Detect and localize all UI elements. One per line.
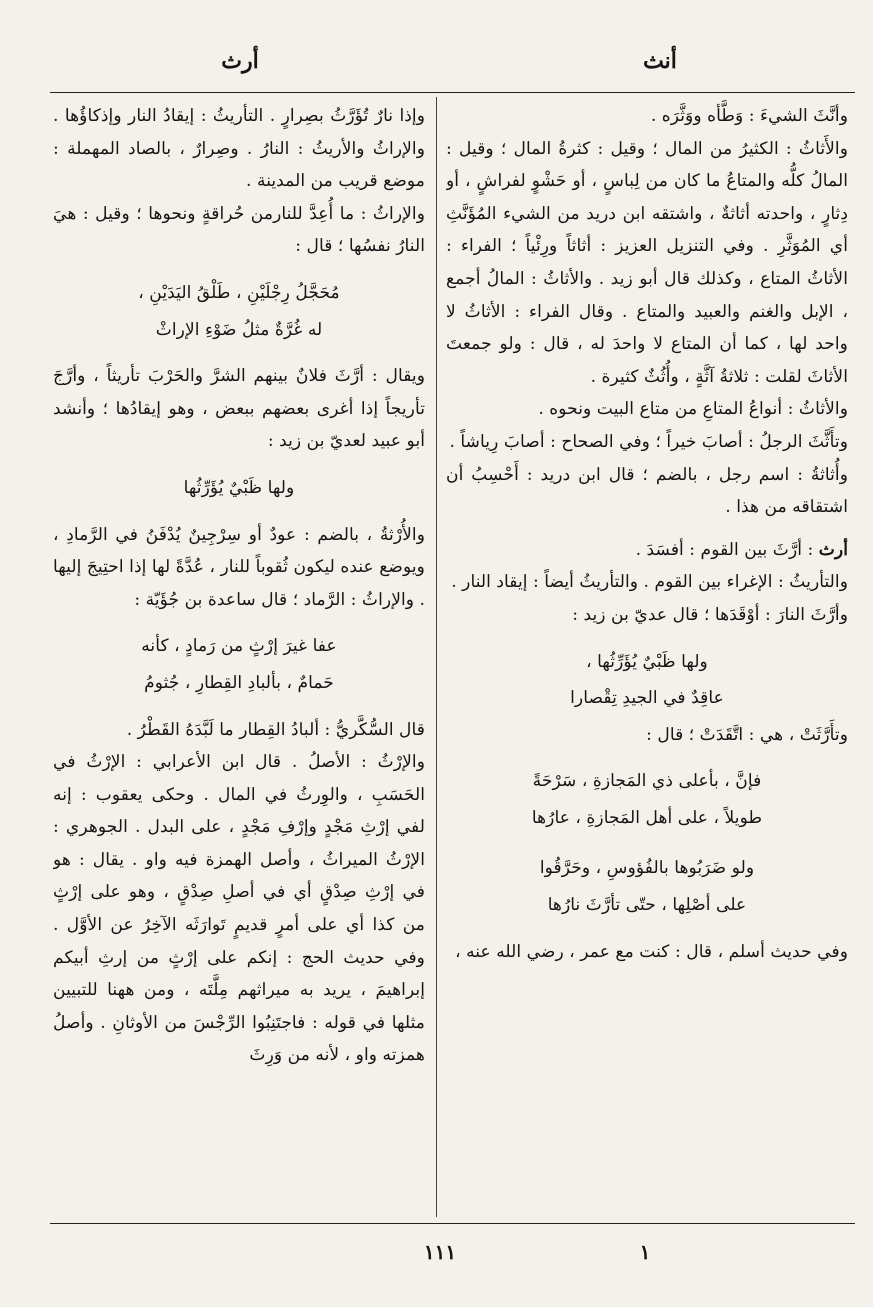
- paragraph: [53, 714, 425, 747]
- verse-line: [446, 889, 848, 922]
- verse-line: [446, 765, 848, 798]
- paragraph-text: : أرَّثَ بين القوم : أفسَدَ .: [635, 539, 819, 560]
- top-rule: [50, 92, 855, 93]
- verse-line: [446, 852, 848, 885]
- verse-line: [53, 630, 425, 663]
- paragraph-text: ولها ظَبْيٌ يُؤَرِّثُها: [183, 477, 295, 498]
- left-column: [53, 100, 425, 1212]
- spacer: [446, 632, 848, 642]
- spacer: [53, 509, 425, 519]
- paragraph: [446, 599, 848, 632]
- verse-line: [446, 646, 848, 679]
- paragraph: [53, 746, 425, 1072]
- spacer: [446, 524, 848, 534]
- paragraph-text: حَمامٌ ، بألبادِ القِطارِ ، جُثومُ: [144, 672, 334, 693]
- paragraph: [446, 719, 848, 752]
- verse-line: [53, 277, 425, 310]
- paragraph-text: وتأَرَّثَتْ ، هي : اتَّقَدَتْ ؛ قال :: [646, 724, 848, 745]
- bottom-rule: [50, 1223, 855, 1224]
- verse-line: [53, 472, 425, 505]
- paragraph: [446, 133, 848, 394]
- header-root-right: أنث: [643, 48, 677, 74]
- header-root-left: أرث: [221, 48, 259, 74]
- paragraph-text: والأُرْثةُ ، بالضم : عودٌ أو سِرْجِينٌ يُدْفَنُ في الرَّمادِ ، ويوضع عنده ليكون ثُقوباً للنار ، عُدَّةً لها إذا احتِيجَ إليها . والإراثُ : الرَّماد ؛ قال ساعدة بن جُؤَيّة :: [53, 524, 425, 610]
- paragraph-text: والأَثاثُ : الكثيرُ من المال ؛ وقيل : كثرةُ المال ؛ وقيل : المالُ كلُّه والمتاعُ ما كان من لِباسٍ ، أو حَشْوٍ لفراشٍ ، أو دِثارٍ ، واحدته أثاثةٌ ، واشتقه ابن دريد من الشيء المُؤَنَّثِ أي المُوَثَّرِ . وفي التنزيل العزيز : أثاثاً ورِئْياً ؛ الفراء : الأثاثُ المتاع ، وكذلك قال أبو زيد . والأثاثُ : المالُ أجمع ، الإبل والغنم والعبيد والمتاع . وقال الفراء : الأثاثُ لا واحد لها ، كما أن المتاع لا واحدَ له ، قال : ولو جمعتَ الأثاثَ لقلت : ثلاثةُ آثَّةٍ ، وأُثُثٌ كثيرة .: [446, 138, 848, 387]
- paragraph: [53, 198, 425, 263]
- paragraph-text: والأثاثُ : أنواعُ المتاعِ من متاع البيت ونحوه .: [538, 399, 848, 420]
- verse-line: [446, 802, 848, 835]
- paragraph: [446, 459, 848, 524]
- paragraph: [53, 100, 425, 198]
- paragraph: [446, 426, 848, 459]
- signature-mark: ١: [639, 1240, 651, 1264]
- verse-line: [53, 314, 425, 347]
- paragraph-text: على أصْلِها ، حتّى تأرَّثَ نارُها: [547, 895, 747, 916]
- paragraph: [53, 360, 425, 458]
- paragraph-text: فإنَّ ، بأعلى ذي المَجازةِ ، سَرْحَةً: [532, 771, 762, 792]
- paragraph-text: ولو ضَرَبُوها بالفُؤوسِ ، وحَرَّقُوا: [539, 858, 755, 879]
- paragraph-text: وأنَّثَ الشيءَ : وَطَّأه ووَثَّرَه .: [650, 106, 848, 126]
- spacer: [53, 704, 425, 714]
- paragraph: [446, 100, 848, 133]
- verse-line: [446, 682, 848, 715]
- paragraph: [446, 393, 848, 426]
- paragraph-text: والتأريثُ : الإغراء بين القوم . والتأريثُ أيضاً : إيقاد النار .: [451, 572, 848, 593]
- spacer: [446, 926, 848, 936]
- paragraph-text: وفي حديث أسلم ، قال : كنت مع عمر ، رضي الله عنه ،: [455, 941, 848, 962]
- paragraph-text: طويلاً ، على أهل المَجازةِ ، عارُها: [531, 807, 763, 828]
- spacer: [53, 350, 425, 360]
- spacer: [446, 838, 848, 848]
- page-number: ١١١: [423, 1240, 457, 1264]
- paragraph-text: مُحَجَّلُ رِجْلَيْنِ ، طَلْقُ اليَدَيْنِ ،: [138, 282, 340, 303]
- entry-headword: أرث: [818, 539, 848, 560]
- paragraph-text: له غُرَّةٌ مثلُ ضَوْءِ الإراثْ: [155, 319, 323, 340]
- right-column: [446, 100, 848, 1212]
- column-divider: [436, 97, 437, 1217]
- paragraph: [53, 519, 425, 617]
- entry-paragraph: [446, 534, 848, 567]
- paragraph: [446, 936, 848, 969]
- spacer: [53, 458, 425, 468]
- paragraph-text: وتأَثَّثَ الرجلُ : أصابَ خيراً ؛ وفي الصحاح : أصابَ رِياشاً .: [449, 431, 848, 452]
- paragraph-text: عفا غيرَ إرْثٍ من رَمادٍ ، كأنه: [141, 636, 337, 657]
- spacer: [446, 751, 848, 761]
- paragraph-text: ويقال : أرَّثَ فلانٌ بينهم الشرَّ والحَرْبَ تأريثاً ، وأرَّجَ تأريجاً إذا أغرى بعضهم ببعض ، وهو إيقادُها ؛ وأنشد أبو عبيد لعديّ بن زيد :: [53, 366, 425, 452]
- spacer: [53, 616, 425, 626]
- paragraph-text: قال السُّكَّريُّ : ألبادُ القِطار ما لَبَّدَهُ القَطْرُ .: [126, 719, 425, 740]
- paragraph-text: والإرْثُ : الأصلُ . قال ابن الأعرابي : الإرْثُ في الحَسَبِ ، والوِرثُ في المال . وحكى يعقوب : إنه لفي إرْثِ مَجْدٍ وإرْفِ مَجْدٍ ، على البدل . الجوهري : الإرْثُ الميراثُ ، وأصل الهمزة فيه واو . يقال : هو في إرْثِ صِدْقٍ أي في أصلِ صِدْقٍ ، وهو على إرْثٍ من كذا أي على أمرٍ قديمٍ تَوارَثَه الآخِرُ عن الأوَّل . وفي حديث الحج : إنكم على إرْثٍ من إرثِ أبيكم إبراهيمَ ، يريد به ميراثهم مِلَّتَه ، ومن ههنا للتبيين مثلها في قوله : فاجتَنِبُوا الرِّجْسَ من الأوثانِ . وأصلُ همزته واو ، لأنه من وَرِثَ: [53, 752, 425, 1066]
- paragraph-text: عاقِدٌ في الجيدِ تِقْصارا: [570, 688, 724, 709]
- paragraph: [446, 566, 848, 599]
- paragraph-text: والإراثُ : ما أُعِدَّ للنارمن حُراقةٍ ونحوها ؛ وقيل : هيَ النارُ نفسُها ؛ قال :: [53, 203, 425, 257]
- paragraph-text: وإذا نارٌ تُؤَرَّثُ بصِرارٍ . التأريثُ : إيقادُ النار وإذكاؤُها . والإراثُ والأريثُ : النارُ . وصِرارٌ ، بالصاد المهملة : موضع قريب من المدينة .: [53, 106, 425, 192]
- paragraph-text: ولها ظَبْيٌ يُؤَرِّثُها ،: [586, 651, 708, 672]
- paragraph-text: وأرَّثَ النارَ : أوْقَدَها ؛ قال عديّ بن زيد :: [572, 604, 848, 625]
- spacer: [53, 263, 425, 273]
- paragraph-text: وأُثاثةُ : اسم رجل ، بالضم ؛ قال ابن دريد : أَحْسِبُ أن اشتقاقه من هذا .: [446, 464, 848, 518]
- verse-line: [53, 667, 425, 700]
